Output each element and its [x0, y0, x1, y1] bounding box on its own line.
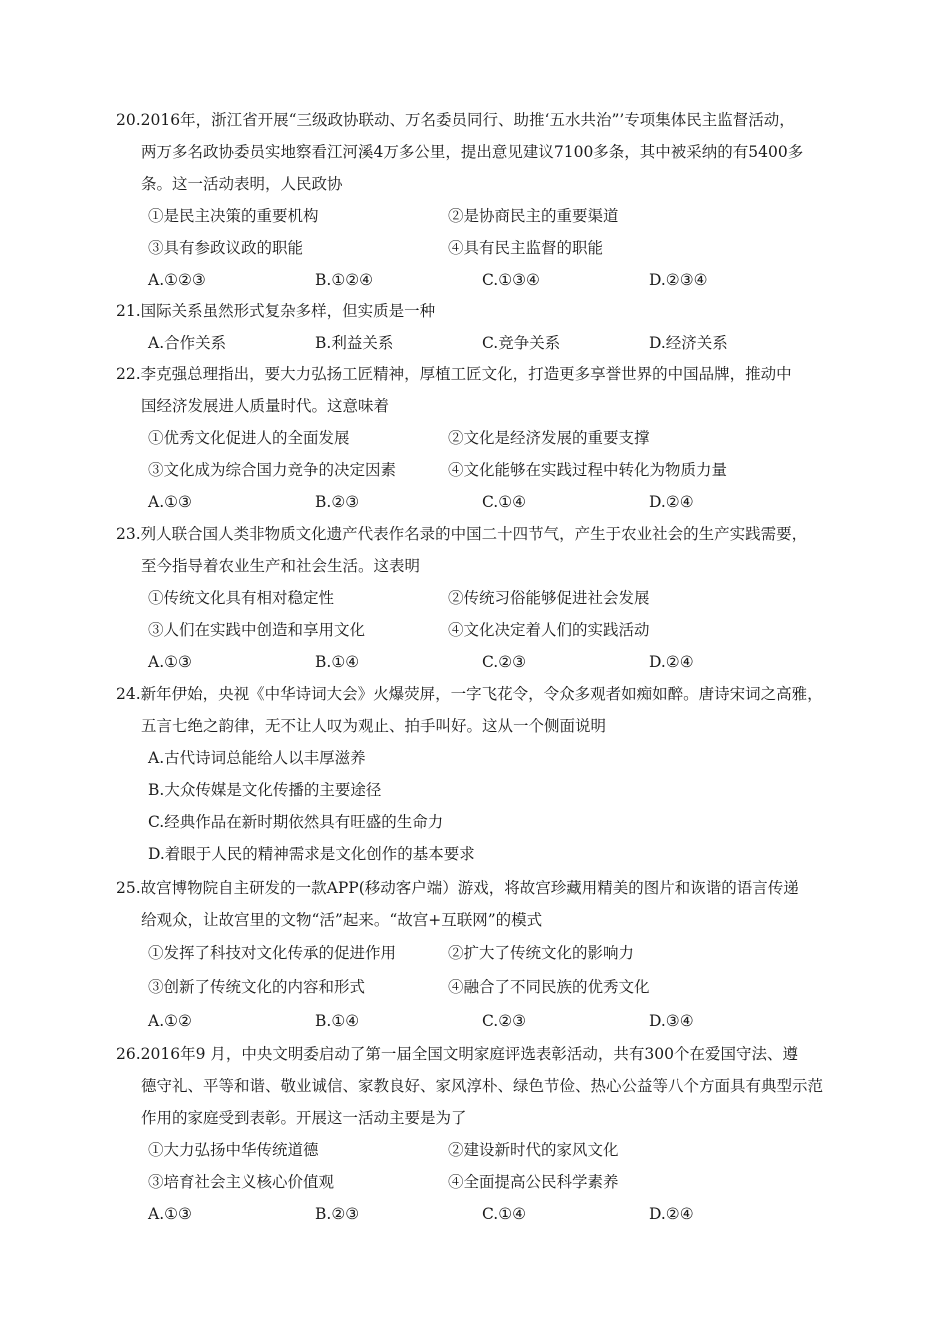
choice-a: A.①③: [148, 1205, 192, 1223]
choice-d: D.②④: [649, 1205, 694, 1223]
statement-1: ①发挥了科技对文化传承的促进作用: [148, 944, 397, 962]
stem-line: 德守礼、平等和谐、敬业诚信、家教良好、家风淳朴、绿色节俭、热心公益等八个方面具有典型示范: [141, 1077, 824, 1095]
statement-4: ④文化能够在实践过程中转化为物质力量: [448, 461, 728, 479]
question-number: 20.: [116, 111, 141, 129]
stem-line: 故宫博物院自主研发的一款APP(移动客户端）游戏，将故宫珍藏用精美的图片和诙谐的语言传递: [140, 879, 799, 897]
choice-c: C.①④: [482, 493, 527, 511]
question-23: [116, 518, 858, 678]
choice-c: C.经典作品在新时期依然具有旺盛的生命力: [148, 813, 444, 831]
statement-3: ③创新了传统文化的内容和形式: [148, 978, 366, 996]
question-stem: [116, 1038, 858, 1134]
stem-line: 新年伊始，央视《中华诗词大会》火爆荧屏，一字飞花令，令众多观者如痴如醉。唐诗宋词之高雅，: [140, 685, 823, 703]
question-26: [116, 1038, 858, 1230]
statement-2: ②文化是经济发展的重要支撑: [448, 429, 650, 447]
choice-b: B.①④: [315, 1012, 360, 1030]
choice-a: A.①③: [148, 653, 192, 671]
question-stem: [116, 678, 858, 742]
choice-b: B.①④: [315, 653, 360, 671]
question-22: [116, 358, 858, 518]
choice-b: B.大众传媒是文化传播的主要途径: [148, 781, 382, 799]
choice-d: D.②③④: [649, 271, 708, 289]
question-number: 26.: [116, 1045, 141, 1063]
statement-1: ①大力弘扬中华传统道德: [148, 1141, 319, 1159]
stem-line: 至今指导着农业生产和社会生活。这表明: [141, 557, 421, 575]
choice-b: B.①②④: [315, 271, 374, 289]
statement-3: ③培育社会主义核心价值观: [148, 1173, 335, 1191]
choice-d: D.经济关系: [649, 334, 728, 352]
choice-d: D.②④: [649, 653, 694, 671]
choice-a: A.①②③: [148, 271, 206, 289]
statement-4: ④文化决定着人们的实践活动: [448, 621, 650, 639]
choice-b: B.②③: [315, 1205, 360, 1223]
statement-2: ②扩大了传统文化的影响力: [448, 944, 635, 962]
choice-b: B.利益关系: [315, 334, 394, 352]
stem-line: 国经济发展进人质量时代。这意味着: [141, 397, 390, 415]
stem-line: 2016年9 月，中央文明委启动了第一届全国文明家庭评选表彰活动，共有300个在爱国守法、遵: [140, 1045, 798, 1063]
choice-c: C.①③④: [482, 271, 540, 289]
question-number: 23.: [116, 525, 141, 543]
choice-a: A.①②: [148, 1012, 192, 1030]
choice-c: C.②③: [482, 653, 527, 671]
statement-2: ②传统习俗能够促进社会发展: [448, 589, 650, 607]
question-number: 22.: [116, 365, 141, 383]
question-stem: [116, 104, 858, 200]
question-stem: [116, 872, 858, 936]
stem-line: 2016年，浙江省开展“三级政协联动、万名委员同行、助推‘五水共治”’专项集体民主监督活动，: [140, 111, 795, 129]
statement-2: ②是协商民主的重要渠道: [448, 207, 619, 225]
stem-line: 列人联合国人类非物质文化遗产代表作名录的中国二十四节气，产生于农业社会的生产实践需要，: [140, 525, 808, 543]
stem-line: 李克强总理指出，要大力弘扬工匠精神，厚植工匠文化，打造更多享誉世界的中国品牌，推动中: [140, 365, 792, 383]
stem-line: 国际关系虽然形式复杂多样，但实质是一种: [140, 302, 436, 320]
stem-line: 两万多名政协委员实地察看江河溪4万多公里，提出意见建议7100多条，其中被采纳的有5400多: [141, 143, 804, 161]
choice-c: C.②③: [482, 1012, 527, 1030]
statement-3: ③人们在实践中创造和享用文化: [148, 621, 366, 639]
question-number: 25.: [116, 879, 141, 897]
choice-d: D.③④: [649, 1012, 694, 1030]
question-stem: [116, 295, 858, 327]
stem-line: 五言七绝之韵律，无不让人叹为观止、拍手叫好。这从一个侧面说明: [141, 717, 607, 735]
choice-a: A.古代诗词总能给人以丰厚滋养: [148, 749, 366, 767]
stem-line: 条。这一活动表明，人民政协: [141, 175, 343, 193]
choice-a: A.合作关系: [148, 334, 227, 352]
question-stem: [116, 518, 858, 582]
statement-4: ④融合了不同民族的优秀文化: [448, 978, 650, 996]
choice-d: D.着眼于人民的精神需求是文化创作的基本要求: [148, 845, 475, 863]
statement-3: ③具有参政议政的职能: [148, 239, 304, 257]
question-21: [116, 295, 858, 359]
statement-2: ②建设新时代的家风文化: [448, 1141, 619, 1159]
statement-1: ①是民主决策的重要机构: [148, 207, 319, 225]
choice-c: C.①④: [482, 1205, 527, 1223]
question-number: 24.: [116, 685, 141, 703]
stem-line: 作用的家庭受到表彰。开展这一活动主要是为了: [141, 1109, 467, 1127]
choice-a: A.①③: [148, 493, 192, 511]
question-20: [116, 104, 858, 296]
statement-1: ①优秀文化促进人的全面发展: [148, 429, 350, 447]
statement-1: ①传统文化具有相对稳定性: [148, 589, 335, 607]
question-stem: [116, 358, 858, 422]
statement-4: ④全面提高公民科学素养: [448, 1173, 619, 1191]
choice-c: C.竞争关系: [482, 334, 561, 352]
question-24: [116, 678, 858, 870]
stem-line: 给观众，让故宫里的文物“活”起来。“故宫+互联网”的模式: [141, 911, 543, 929]
choice-b: B.②③: [315, 493, 360, 511]
question-number: 21.: [116, 302, 141, 320]
statement-3: ③文化成为综合国力竞争的决定因素: [148, 461, 397, 479]
statement-4: ④具有民主监督的职能: [448, 239, 604, 257]
choice-d: D.②④: [649, 493, 694, 511]
question-25: [116, 872, 858, 1038]
